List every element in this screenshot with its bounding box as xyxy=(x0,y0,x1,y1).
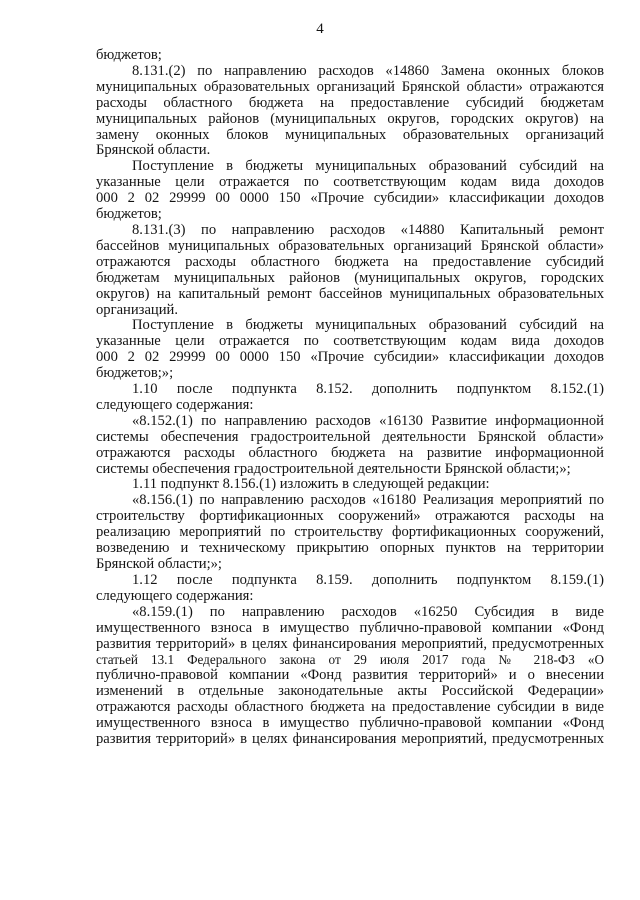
text-line: 8.131.(2) по направлению расходов «14860 Замена оконных блоков xyxy=(132,62,604,79)
text-line: Поступление в бюджеты муниципальных образований субсидий на xyxy=(132,158,604,175)
text-line: изменений в отдельные законодательные акты Российской Федерации» xyxy=(96,683,604,700)
text-line: указанные цели отражается по соответствующим кодам вида доходов xyxy=(96,174,604,191)
document-body xyxy=(96,48,604,748)
text-line: бюджетам муниципальных районов (муниципальных округов, городских xyxy=(96,269,604,286)
text-line: следующего содержания: xyxy=(96,396,254,413)
text-line: 000 2 02 29999 00 0000 150 «Прочие субсидии» классификации доходов xyxy=(96,349,604,366)
text-line: расходы областного бюджета на предоставление субсидий бюджетам xyxy=(96,94,604,111)
text-line: Брянской области;»; xyxy=(96,556,222,572)
text-line: отражаются расходы областного бюджета на развитие информационной xyxy=(96,444,604,461)
text-line: развития территорий» в целях финансирования мероприятий, предусмотренных xyxy=(96,635,604,652)
text-line: системы обеспечения градостроительной деятельности Брянской области» xyxy=(96,428,604,445)
text-line: 8.131.(3) по направлению расходов «14880 Капитальный ремонт xyxy=(132,221,604,238)
text-line: бюджетов;»; xyxy=(96,365,174,382)
text-line: бюджетов; xyxy=(96,206,162,223)
text-line: бюджетов; xyxy=(96,47,162,63)
text-line: системы обеспечения градостроительной деятельности Брянской области;»; xyxy=(96,460,571,477)
text-line: развития территорий» в целях финансирования мероприятий, предусмотренных xyxy=(96,730,604,747)
text-line: 000 2 02 29999 00 0000 150 «Прочие субсидии» классификации доходов xyxy=(96,190,604,207)
page-number: 4 xyxy=(316,21,324,37)
text-line: 1.12 после подпункта 8.159. дополнить подпунктом 8.159.(1) xyxy=(132,571,604,588)
text-line: имущественного взноса в имущество публично-правовой компании «Фонд xyxy=(96,619,604,636)
text-line: муниципальных районов (муниципальных округов, городских округов) на xyxy=(96,110,604,127)
text-line: статьей 13.1 Федерального закона от 29 июля 2017 года № 218-ФЗ «О xyxy=(96,652,604,668)
text-line: реализацию мероприятий по строительству фортификационных сооружений, xyxy=(96,524,604,541)
text-line: имущественного взноса в имущество публично-правовой компании «Фонд xyxy=(96,715,604,732)
text-line: округов) на капитальный ремонт бассейнов муниципальных образовательных xyxy=(96,285,604,302)
text-line: Поступление в бюджеты муниципальных образований субсидий на xyxy=(132,317,604,334)
text-line: организаций. xyxy=(96,301,178,318)
text-line: «8.156.(1) по направлению расходов «16180 Реализация мероприятий по xyxy=(132,492,604,509)
text-line: бассейнов муниципальных образовательных организаций Брянской области» xyxy=(96,237,604,254)
text-line: следующего содержания: xyxy=(96,587,254,604)
text-line: возведению и техническому прикрытию опорных пунктов на территории xyxy=(96,540,604,557)
text-line: 1.11 подпункт 8.156.(1) изложить в следующей редакции: xyxy=(132,476,490,493)
text-line: Брянской области. xyxy=(96,142,211,159)
text-line: указанные цели отражается по соответствующим кодам вида доходов xyxy=(96,333,604,350)
text-line: отражаются расходы областного бюджета на предоставление субсидий xyxy=(96,253,604,270)
text-line: публично-правовой компании «Фонд развития территорий» и о внесении xyxy=(96,667,604,684)
text-line: отражаются расходы областного бюджета на предоставление субсидии в виде xyxy=(96,699,604,716)
text-line: 1.10 после подпункта 8.152. дополнить подпунктом 8.152.(1) xyxy=(132,381,604,398)
text-line: замену оконных блоков муниципальных образовательных организаций xyxy=(96,126,604,143)
text-line: «8.152.(1) по направлению расходов «16130 Развитие информационной xyxy=(132,412,604,429)
text-line: «8.159.(1) по направлению расходов «16250 Субсидия в виде xyxy=(132,603,604,620)
text-line: строительству фортификационных сооружений» отражаются расходы на xyxy=(96,508,604,525)
text-line: муниципальных образовательных организаций Брянской области» отражаются xyxy=(96,78,604,95)
